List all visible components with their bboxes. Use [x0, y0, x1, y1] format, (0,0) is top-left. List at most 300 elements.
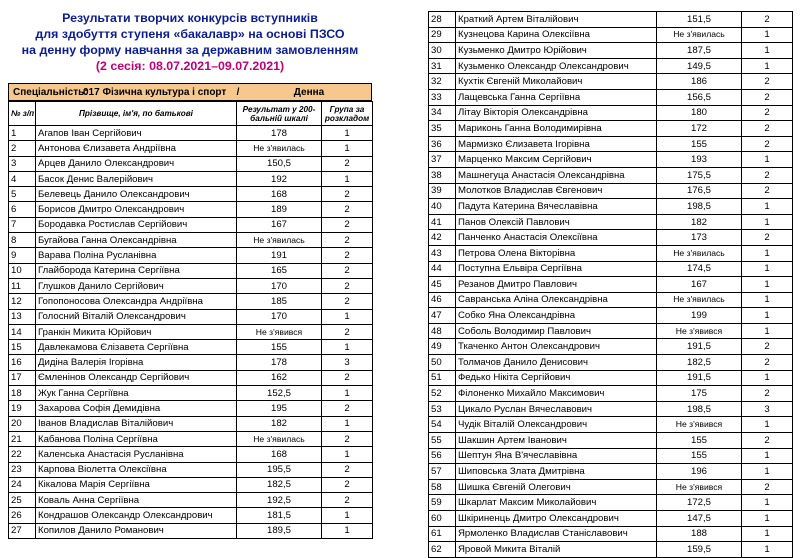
group-cell: 1	[322, 508, 373, 523]
group-cell: 2	[742, 105, 793, 121]
score-cell: 155	[657, 136, 742, 152]
group-cell: 1	[742, 152, 793, 168]
score-cell: 188	[657, 526, 742, 542]
table-row	[429, 199, 793, 215]
applicant-name: Карпова Віолетта Олексіївна	[36, 462, 237, 477]
score-cell: 167	[237, 217, 322, 232]
row-number: 18	[9, 386, 36, 401]
row-number: 53	[429, 401, 456, 417]
applicant-name: Собко Яна Олександрівна	[456, 308, 657, 324]
applicant-name: Шкарлат Максим Миколайович	[456, 495, 657, 511]
row-number: 19	[9, 401, 36, 416]
table-row	[429, 245, 793, 261]
group-cell: 1	[742, 417, 793, 433]
score-cell: 170	[237, 278, 322, 293]
score-cell: 192	[237, 171, 322, 186]
row-number: 24	[9, 477, 36, 492]
applicant-name: Літау Вікторія Олександрівна	[456, 105, 657, 121]
table-row	[9, 126, 373, 141]
row-number: 62	[429, 542, 456, 558]
group-cell: 2	[322, 202, 373, 217]
group-cell: 2	[322, 263, 373, 278]
group-cell: 2	[322, 431, 373, 446]
table-row	[9, 248, 373, 263]
score-cell: 147,5	[657, 511, 742, 527]
score-cell: Не з'явилась	[657, 245, 742, 261]
group-cell: 2	[322, 156, 373, 171]
applicant-name: Поступна Ельвіра Сергіївна	[456, 261, 657, 277]
score-cell: 172,5	[657, 495, 742, 511]
score-cell: 193	[657, 152, 742, 168]
group-cell: 1	[742, 261, 793, 277]
row-number: 9	[9, 248, 36, 263]
group-cell: 1	[742, 277, 793, 293]
row-number: 16	[9, 355, 36, 370]
table-row	[429, 433, 793, 449]
table-row	[9, 416, 373, 431]
col-group-header: Група за розкладом	[322, 102, 373, 126]
applicant-name: Арцев Данило Олександрович	[36, 156, 237, 171]
group-cell: 2	[742, 74, 793, 90]
header-line-2: для здобуття ступеня «бакалавр» на основі ПЗСО	[35, 27, 345, 41]
col-score-header: Результат у 200-бальній шкалі	[237, 102, 322, 126]
table-row	[429, 58, 793, 74]
group-cell: 1	[742, 370, 793, 386]
row-number: 39	[429, 183, 456, 199]
applicant-name: Кузнецова Карина Олексіївна	[456, 27, 657, 43]
row-number: 11	[9, 278, 36, 293]
applicant-name: Федько Нікіта Сергійович	[456, 370, 657, 386]
table-row	[429, 495, 793, 511]
score-cell: 175	[657, 386, 742, 402]
group-cell: 1	[742, 448, 793, 464]
row-number: 14	[9, 324, 36, 339]
group-cell: 1	[742, 495, 793, 511]
table-row	[9, 233, 373, 248]
applicant-name: Толмачов Данило Денисович	[456, 355, 657, 371]
score-cell: 185	[237, 294, 322, 309]
score-cell: 192,5	[237, 493, 322, 508]
group-cell: 2	[742, 136, 793, 152]
applicant-name: Коваль Анна Сергіївна	[36, 493, 237, 508]
applicant-name: Глайборода Катерина Сергіївна	[36, 263, 237, 278]
applicant-name: Яровой Микита Віталій	[456, 542, 657, 558]
row-number: 55	[429, 433, 456, 449]
table-row	[429, 27, 793, 43]
table-row	[429, 355, 793, 371]
table-row	[9, 141, 373, 156]
row-number: 36	[429, 136, 456, 152]
table-row	[429, 261, 793, 277]
row-number: 6	[9, 202, 36, 217]
group-cell: 2	[322, 187, 373, 202]
row-number: 49	[429, 339, 456, 355]
applicant-name: Кузьменко Олександр Олександрович	[456, 58, 657, 74]
row-number: 30	[429, 43, 456, 59]
row-number: 48	[429, 323, 456, 339]
table-row	[429, 105, 793, 121]
table-row	[9, 294, 373, 309]
applicant-name: Резанов Дмитро Павлович	[456, 277, 657, 293]
score-cell: Не з'явилась	[237, 141, 322, 156]
table-header-row	[9, 102, 373, 126]
applicant-name: Белевець Данило Олександрович	[36, 187, 237, 202]
applicant-name: Каленська Анастасія Русланівна	[36, 447, 237, 462]
table-row	[429, 167, 793, 183]
row-number: 54	[429, 417, 456, 433]
group-cell: 2	[322, 233, 373, 248]
table-row	[9, 386, 373, 401]
score-cell: 182,5	[237, 477, 322, 492]
group-cell: 2	[322, 278, 373, 293]
applicant-name: Лащевська Ганна Сергіївна	[456, 89, 657, 105]
row-number: 60	[429, 511, 456, 527]
score-cell: 173	[657, 230, 742, 246]
score-cell: Не з'явилась	[657, 292, 742, 308]
score-cell: 152,5	[237, 386, 322, 401]
score-cell: 189,5	[237, 523, 322, 538]
row-number: 51	[429, 370, 456, 386]
table-row	[429, 401, 793, 417]
score-cell: 182	[657, 214, 742, 230]
row-number: 41	[429, 214, 456, 230]
applicant-name: Кухтік Євгеній Миколайович	[456, 74, 657, 90]
group-cell: 2	[742, 355, 793, 371]
group-cell: 1	[742, 199, 793, 215]
row-number: 23	[9, 462, 36, 477]
row-number: 22	[9, 447, 36, 462]
table-row	[429, 542, 793, 558]
applicant-name: Марикoнь Ганна Володимирівна	[456, 121, 657, 137]
group-cell: 2	[742, 230, 793, 246]
group-cell: 1	[322, 340, 373, 355]
score-cell: 155	[657, 433, 742, 449]
table-row	[429, 230, 793, 246]
group-cell: 2	[322, 493, 373, 508]
group-cell: 1	[742, 526, 793, 542]
applicant-name: Марценко Максим Сергійович	[456, 152, 657, 168]
applicant-name: Мармизко Єлизавета Ігорівна	[456, 136, 657, 152]
applicant-name: Шиповська Злата Дмитрівна	[456, 464, 657, 480]
right-panel	[428, 11, 792, 558]
group-cell: 1	[322, 171, 373, 186]
row-number: 57	[429, 464, 456, 480]
applicant-name: Кабанова Поліна Сергіївна	[36, 431, 237, 446]
row-number: 5	[9, 187, 36, 202]
study-form: Денна	[293, 86, 325, 98]
row-number: 21	[9, 431, 36, 446]
score-cell: 175,5	[657, 167, 742, 183]
row-number: 58	[429, 479, 456, 495]
applicant-name: Шишка Євгеній Олегович	[456, 479, 657, 495]
table-row	[429, 339, 793, 355]
score-cell: 174,5	[657, 261, 742, 277]
row-number: 61	[429, 526, 456, 542]
group-cell: 2	[742, 339, 793, 355]
row-number: 8	[9, 233, 36, 248]
applicant-name: Кікалова Марія Сергіївна	[36, 477, 237, 492]
table-row	[9, 156, 373, 171]
score-cell: 178	[237, 126, 322, 141]
score-cell: 195,5	[237, 462, 322, 477]
score-cell: 150,5	[237, 156, 322, 171]
table-row	[429, 417, 793, 433]
score-cell: Не з'явився	[237, 324, 322, 339]
group-cell: 2	[322, 248, 373, 263]
specialty-bar	[8, 83, 372, 101]
group-cell: 1	[742, 292, 793, 308]
row-number: 59	[429, 495, 456, 511]
table-row	[429, 526, 793, 542]
applicant-name: Панов Олексій Павлович	[456, 214, 657, 230]
table-row	[429, 136, 793, 152]
score-cell: 156,5	[657, 89, 742, 105]
table-row	[429, 308, 793, 324]
group-cell: 1	[322, 141, 373, 156]
score-cell: 198,5	[657, 199, 742, 215]
score-cell: 191	[237, 248, 322, 263]
results-table-left	[8, 101, 373, 539]
table-row	[9, 493, 373, 508]
applicant-name: Антонова Єлизавета Андріївна	[36, 141, 237, 156]
applicant-name: Захарова Софія Демидівна	[36, 401, 237, 416]
score-cell: 162	[237, 370, 322, 385]
applicant-name: Соболь Володимир Павлович	[456, 323, 657, 339]
score-cell: 187,5	[657, 43, 742, 59]
score-cell: Не з'явилась	[237, 431, 322, 446]
row-number: 12	[9, 294, 36, 309]
score-cell: 181,5	[237, 508, 322, 523]
group-cell: 2	[322, 294, 373, 309]
applicant-name: Копилов Данило Романович	[36, 523, 237, 538]
score-cell: 168	[237, 447, 322, 462]
applicant-name: Машнегуца Анастасія Олександрівна	[456, 167, 657, 183]
group-cell: 1	[742, 308, 793, 324]
group-cell: 1	[322, 416, 373, 431]
table-row	[9, 278, 373, 293]
applicant-name: Петрова Олена Вікторівна	[456, 245, 657, 261]
applicant-name: Шакшин Артем Іванович	[456, 433, 657, 449]
row-number: 28	[429, 12, 456, 28]
table-row	[429, 43, 793, 59]
applicant-name: Іванов Владислав Віталійович	[36, 416, 237, 431]
group-cell: 1	[322, 309, 373, 324]
group-cell: 1	[322, 126, 373, 141]
table-row	[9, 324, 373, 339]
score-cell: 155	[237, 340, 322, 355]
table-row	[9, 202, 373, 217]
applicant-name: Савранська Аліна Олександрівна	[456, 292, 657, 308]
table-row	[429, 511, 793, 527]
row-number: 26	[9, 508, 36, 523]
row-number: 40	[429, 199, 456, 215]
group-cell: 1	[742, 245, 793, 261]
applicant-name: Молотков Владислав Євгенович	[456, 183, 657, 199]
group-cell: 1	[322, 386, 373, 401]
row-number: 56	[429, 448, 456, 464]
row-number: 38	[429, 167, 456, 183]
applicant-name: Шкіриненць Дмитро Олександрович	[456, 511, 657, 527]
row-number: 13	[9, 309, 36, 324]
group-cell: 2	[742, 183, 793, 199]
score-cell: 195	[237, 401, 322, 416]
row-number: 47	[429, 308, 456, 324]
applicant-name: Чудік Віталій Олександрович	[456, 417, 657, 433]
row-number: 27	[9, 523, 36, 538]
applicant-name: Ярмоленко Владислав Станіславович	[456, 526, 657, 542]
session-dates: (2 сесія: 08.07.2021–09.07.2021)	[95, 59, 285, 73]
score-cell: 189	[237, 202, 322, 217]
group-cell: 2	[322, 324, 373, 339]
applicant-name: Бугайова Ганна Олександрівна	[36, 233, 237, 248]
applicant-name: Давлекамова Єлізавета Сергіївна	[36, 340, 237, 355]
applicant-name: Ткаченко Антон Олександрович	[456, 339, 657, 355]
table-row	[429, 74, 793, 90]
group-cell: 2	[742, 121, 793, 137]
table-row	[429, 183, 793, 199]
group-cell: 2	[742, 89, 793, 105]
group-cell: 2	[742, 479, 793, 495]
score-cell: 191,5	[657, 339, 742, 355]
table-row	[429, 121, 793, 137]
row-number: 3	[9, 156, 36, 171]
row-number: 10	[9, 263, 36, 278]
table-row	[429, 464, 793, 480]
score-cell: Не з'явилась	[237, 233, 322, 248]
score-cell: 182	[237, 416, 322, 431]
applicant-name: Кондрашов Олександр Олександрович	[36, 508, 237, 523]
document-header	[8, 10, 372, 74]
score-cell: 155	[657, 448, 742, 464]
row-number: 37	[429, 152, 456, 168]
table-row	[9, 508, 373, 523]
applicant-name: Голосний Віталій Олександрович	[36, 309, 237, 324]
score-cell: 186	[657, 74, 742, 90]
table-row	[9, 263, 373, 278]
table-row	[429, 277, 793, 293]
score-cell: 191,5	[657, 370, 742, 386]
applicant-name: Бородавка Ростислав Сергійович	[36, 217, 237, 232]
applicant-name: Агапов Іван Сергійович	[36, 126, 237, 141]
score-cell: Не з'явився	[657, 417, 742, 433]
table-row	[429, 89, 793, 105]
col-num-header: № з/п	[9, 102, 36, 126]
applicant-name: Шептун Яна В'ячеславівна	[456, 448, 657, 464]
row-number: 1	[9, 126, 36, 141]
group-cell: 3	[322, 355, 373, 370]
table-row	[429, 386, 793, 402]
row-number: 46	[429, 292, 456, 308]
row-number: 29	[429, 27, 456, 43]
table-row	[9, 431, 373, 446]
applicant-name: Гранкін Микита Юрійович	[36, 324, 237, 339]
table-row	[429, 370, 793, 386]
applicant-name: Дидіна Валерія Ігорівна	[36, 355, 237, 370]
group-cell: 1	[742, 27, 793, 43]
table-row	[9, 447, 373, 462]
group-cell: 3	[742, 401, 793, 417]
table-row	[9, 309, 373, 324]
table-row	[9, 462, 373, 477]
table-row	[9, 217, 373, 232]
specialty-code-name: 017 Фізична культура і спорт	[83, 86, 227, 98]
row-number: 20	[9, 416, 36, 431]
group-cell: 1	[322, 447, 373, 462]
applicant-name: Жук Ганна Сергіївна	[36, 386, 237, 401]
row-number: 45	[429, 277, 456, 293]
table-row	[9, 187, 373, 202]
score-cell: 199	[657, 308, 742, 324]
score-cell: 180	[657, 105, 742, 121]
group-cell: 1	[742, 511, 793, 527]
row-number: 15	[9, 340, 36, 355]
applicant-name: Кузьменко Дмитро Юрійович	[456, 43, 657, 59]
group-cell: 2	[322, 477, 373, 492]
score-cell: 198,5	[657, 401, 742, 417]
table-row	[429, 12, 793, 28]
row-number: 44	[429, 261, 456, 277]
score-cell: 170	[237, 309, 322, 324]
group-cell: 1	[742, 323, 793, 339]
score-cell: 159,5	[657, 542, 742, 558]
table-row	[429, 479, 793, 495]
group-cell: 1	[322, 523, 373, 538]
row-number: 17	[9, 370, 36, 385]
score-cell: 172	[657, 121, 742, 137]
score-cell: 182,5	[657, 355, 742, 371]
group-cell: 1	[742, 464, 793, 480]
score-cell: 178	[237, 355, 322, 370]
group-cell: 1	[742, 214, 793, 230]
header-line-1: Результати творчих конкурсів вступників	[62, 11, 318, 25]
row-number: 7	[9, 217, 36, 232]
row-number: 2	[9, 141, 36, 156]
score-cell: 149,5	[657, 58, 742, 74]
applicant-name: Глушков Данило Сергійович	[36, 278, 237, 293]
row-number: 25	[9, 493, 36, 508]
col-name-header: Прізвище, ім'я, по батькові	[36, 102, 237, 126]
group-cell: 1	[742, 43, 793, 59]
specialty-slash: /	[236, 86, 240, 98]
table-row	[429, 323, 793, 339]
group-cell: 2	[742, 167, 793, 183]
group-cell: 2	[322, 462, 373, 477]
table-row	[9, 523, 373, 538]
applicant-name: Ємленінов Олександр Сергійович	[36, 370, 237, 385]
group-cell: 2	[322, 370, 373, 385]
row-number: 33	[429, 89, 456, 105]
row-number: 42	[429, 230, 456, 246]
table-row	[9, 477, 373, 492]
row-number: 43	[429, 245, 456, 261]
results-table-right	[428, 11, 793, 558]
applicant-name: Цикало Руслан Вячеславович	[456, 401, 657, 417]
group-cell: 2	[742, 12, 793, 28]
score-cell: Не з'явився	[657, 479, 742, 495]
header-line-3: на денну форму навчання за державним замовленням	[21, 43, 359, 57]
score-cell: Не з'явилась	[657, 27, 742, 43]
score-cell: 151,5	[657, 12, 742, 28]
score-cell: 168	[237, 187, 322, 202]
group-cell: 1	[742, 542, 793, 558]
table-row	[9, 171, 373, 186]
row-number: 50	[429, 355, 456, 371]
applicant-name: Басок Денис Валерійович	[36, 171, 237, 186]
table-row	[429, 292, 793, 308]
table-row	[429, 214, 793, 230]
left-panel	[8, 10, 372, 539]
row-number: 32	[429, 74, 456, 90]
